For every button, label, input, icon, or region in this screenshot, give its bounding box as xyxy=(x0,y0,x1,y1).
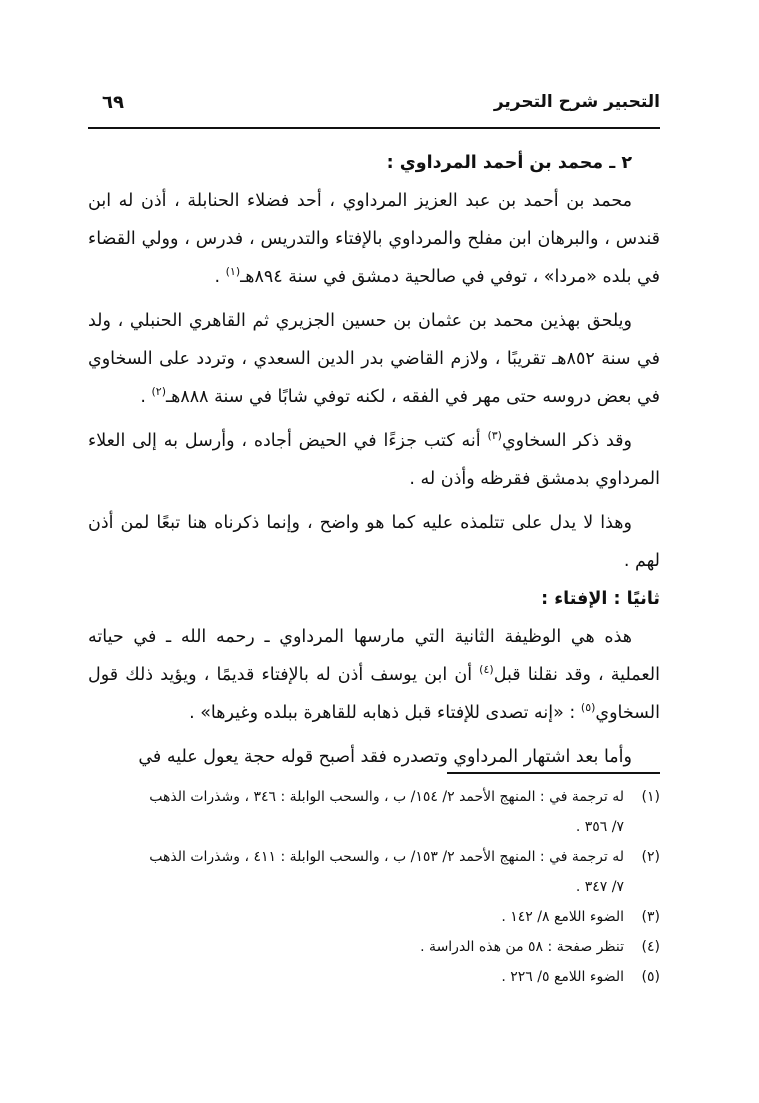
footnote-item xyxy=(88,962,660,992)
footnote-text: الضوء اللامع ٨/ ١٤٢ . xyxy=(501,909,624,925)
footnote-item xyxy=(88,782,660,842)
paragraph-1-text: محمد بن أحمد بن عبد العزيز المرداوي ، أحد فضلاء الحنابلة ، أذن له ابن قندس ، والبرهان ابن مفلح والمرداوي بالإفتاء والتدريس ، فدرس ، وولي القضاء في بلده «مردا» ، توفي في صالحية دمشق في سنة ٨٩٤هـ xyxy=(88,191,660,287)
footnote-item xyxy=(88,932,660,962)
section-heading: ٢ ـ محمد بن أحمد المرداوي : xyxy=(386,153,632,173)
paragraph-5 xyxy=(88,618,660,732)
footnote-text: تنظر صفحة : ٥٨ من هذه الدراسة . xyxy=(420,939,624,955)
footnote-ref-4[interactable]: (٤) xyxy=(479,663,494,677)
footnote-rule xyxy=(447,772,660,774)
footnote-line-cont: ٧/ ٣٥٦ . xyxy=(575,819,624,835)
paragraph-5-text-a: هذه هي الوظيفة الثانية التي مارسها المرداوي ـ رحمه الله ـ في حياته العملية ، وقد نقلنا قبل xyxy=(88,627,660,685)
footnote-ref-5[interactable]: (٥) xyxy=(580,701,596,715)
sub-heading: ثانيًا : الإفتاء : xyxy=(541,589,660,609)
paragraph-1 xyxy=(88,182,660,296)
footnote-number: (٥) xyxy=(641,969,660,985)
footnote-ref-1[interactable]: (١) xyxy=(225,265,241,279)
paragraph-3-text-b: أنه كتب جزءًا في الحيض أجاده ، وأرسل به إلى العلاء المرداوي بدمشق فقرظه وأذن له . xyxy=(88,431,660,489)
header-rule xyxy=(88,127,660,129)
footnote-line: له ترجمة في : المنهج الأحمد ٢/ ١٥٤/ ب ، والسحب الوابلة : ٣٤٦ ، وشذرات الذهب xyxy=(149,789,624,805)
paragraph-6: وأما بعد اشتهار المرداوي وتصدره فقد أصبح قوله حجة يعول عليه في xyxy=(138,747,632,767)
paragraph-4: وهذا لا يدل على تتلمذه عليه كما هو واضح ، وإنما ذكرناه هنا تبعًا لمن أذن لهم . xyxy=(88,513,660,571)
footnote-line: له ترجمة في : المنهج الأحمد ٢/ ١٥٣/ ب ، والسحب الوابلة : ٤١١ ، وشذرات الذهب xyxy=(149,849,624,865)
footnote-number: (١) xyxy=(641,789,660,805)
page-number: ٦٩ xyxy=(102,92,124,113)
footnote-text xyxy=(88,842,624,902)
footnote-item xyxy=(88,842,660,902)
footnote-text xyxy=(88,782,624,842)
running-title: التحبير شرح التحرير xyxy=(493,92,660,112)
paragraph-5-text-c: : «إنه تصدى للإفتاء قبل ذهابه للقاهرة ببلده وغيرها» . xyxy=(189,703,581,723)
paragraph-2 xyxy=(88,302,660,416)
main-text xyxy=(88,144,660,776)
footnote-ref-2[interactable]: (٢) xyxy=(151,385,167,399)
footnote-line-cont: ٧/ ٣٤٧ . xyxy=(575,879,624,895)
paragraph-2-text: ويلحق بهذين محمد بن عثمان بن حسين الجزيري ثم القاهري الحنبلي ، ولد في سنة ٨٥٢هـ تقريبًا ، ولازم القاضي بدر الدين السعدي ، وتردد على السخاوي في بعض دروسه حتى مهر في الفقه ، لكنه توفي شابًا في سنة ٨٨٨هـ xyxy=(88,311,660,407)
footnotes xyxy=(88,782,660,992)
footnote-text: الضوء اللامع ٥/ ٢٢٦ . xyxy=(501,969,624,985)
footnote-ref-3[interactable]: (٣) xyxy=(487,429,502,443)
footnote-item xyxy=(88,902,660,932)
paragraph-3 xyxy=(88,422,660,498)
footnote-number: (٤) xyxy=(641,939,660,955)
paragraph-2-end: . xyxy=(140,387,152,407)
paragraph-1-end: . xyxy=(214,267,226,287)
paragraph-5-text-b: أن ابن يوسف أذن له بالإفتاء قديمًا ، ويؤيد ذلك قول السخاوي xyxy=(88,665,660,723)
footnote-number: (٢) xyxy=(641,849,660,865)
paragraph-3-text-a: وقد ذكر السخاوي xyxy=(501,431,632,451)
footnote-number: (٣) xyxy=(641,909,660,925)
page-header xyxy=(88,92,660,122)
